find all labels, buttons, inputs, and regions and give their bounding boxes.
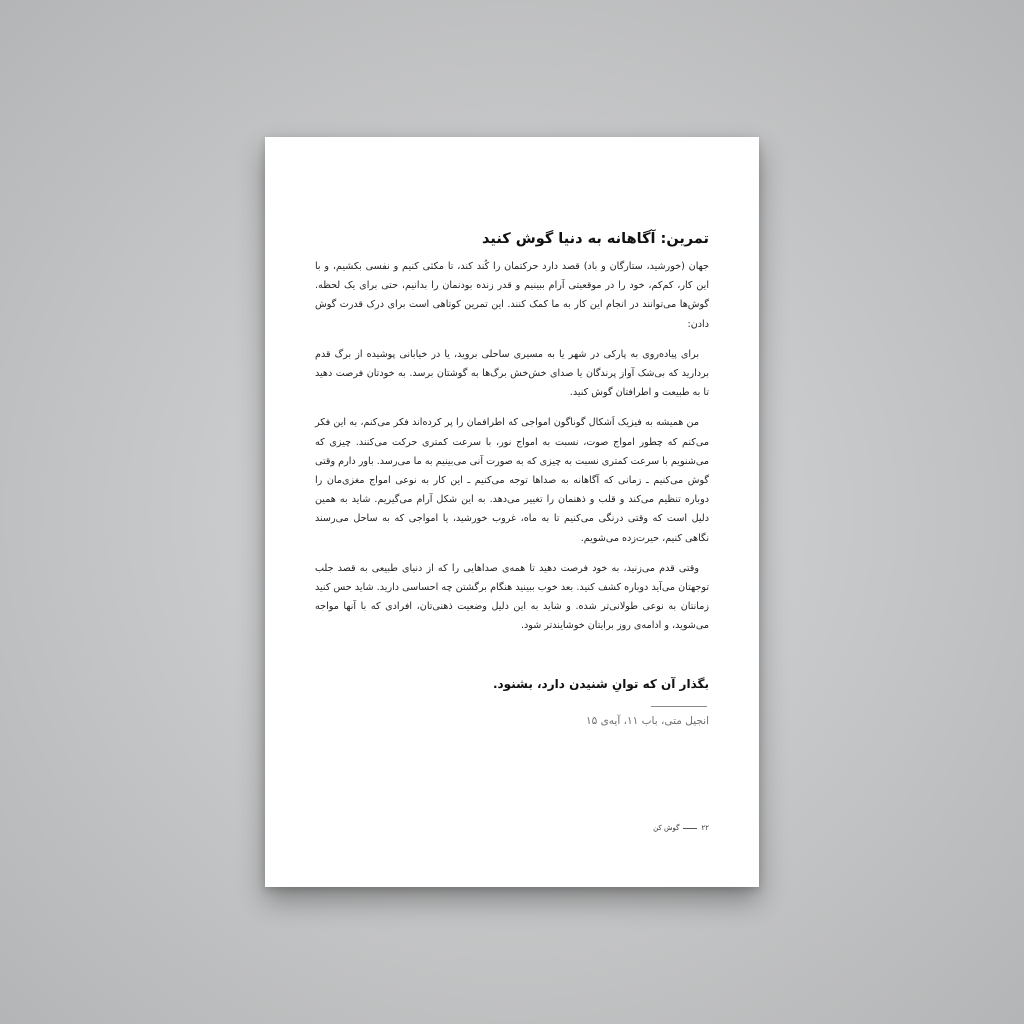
section-heading: تمرین: آگاهانه به دنیا گوش کنید	[482, 231, 709, 247]
epigraph-quote: بگذار آن که توانِ شنیدن دارد، بشنود.	[492, 677, 709, 691]
page-footer	[653, 824, 709, 832]
footer-dash	[683, 828, 697, 829]
paragraph-waves: من همیشه به فیزیک اَشکال گوناگون امواجی که اطرافمان را پر کرده‌اند فکر می‌کنم، به این فکر می‌کنم که چطور امواج صوت، نسبت به امواج نور، با سرعت کمتری حرکت می‌کنند. چیزی که می‌شنویم با سرعت کمتری نسبت به چیزی که به صورت آنی می‌بینیم به ما می‌رسد. باور دارم وقتی گوش می‌کنیم ـ زمانی که آگاهانه به صداها توجه می‌کنیم ـ این کار به نوعی امواج مغزی‌مان را دوباره تنظیم می‌کند و قلب و ذهنمان را تغییر می‌دهد. به این شکل آرام می‌گیریم. شاید به همین دلیل است که وقتی درنگی می‌کنیم تا به ماه، غروب خورشید، یا امواجی که به ساحل می‌رسند نگاهی کنیم، حیرت‌زده می‌شویم.	[315, 417, 709, 544]
footer-book-title: گوش کن	[653, 824, 680, 832]
page-number: ۲۲	[701, 824, 709, 832]
page-content	[315, 227, 709, 647]
paragraph-rediscover: وقتی قدم می‌زنید، به خود فرصت دهید تا همه‌ی صداهایی را که از دنیای طبیعی به قصد جلب توجهتان می‌آید دوباره کشف کنید. بعد خوب ببینید هنگام برگشتن چه احساسی دارید. شاید حس کنید زمانتان به نوعی طولانی‌تر شده. و شاید به این دلیل وضعیت ذهنی‌تان، افرادی که با آنها مواجه می‌شوید، و ادامه‌ی روز برایتان خوشایندتر شود.	[315, 562, 709, 632]
paragraph-walk: برای پیاده‌روی به پارکی در شهر یا به مسیری ساحلی بروید، یا در خیابانی پوشیده از برگ قدم بردارید که بی‌شک آواز پرندگان یا صدای خش‌خش برگ‌ها به گوشتان برسد. به خودتان فرصت دهید تا به طبیعت و اطرافتان گوش کنید.	[315, 348, 709, 399]
paragraph-intro: جهان (خورشید، ستارگان و باد) قصد دارد حرکتمان را کُند کند، تا مکثی کنیم و نفسی بکشیم، و با این کار، کم‌کم، خود را در موقعیتی آرام ببینیم و قدر زنده بودنمان را بدانیم، حتی برای یک لحظه. گوش‌ها می‌توانند در انجام این کار به ما کمک کنند. این تمرین کوتاهی است برای درک قدرت گوش دادن:	[315, 261, 709, 330]
book-page	[265, 137, 759, 887]
quote-divider	[651, 706, 707, 707]
quote-source: انجیل متی، باب ۱۱، آیه‌ی ۱۵	[585, 715, 709, 727]
